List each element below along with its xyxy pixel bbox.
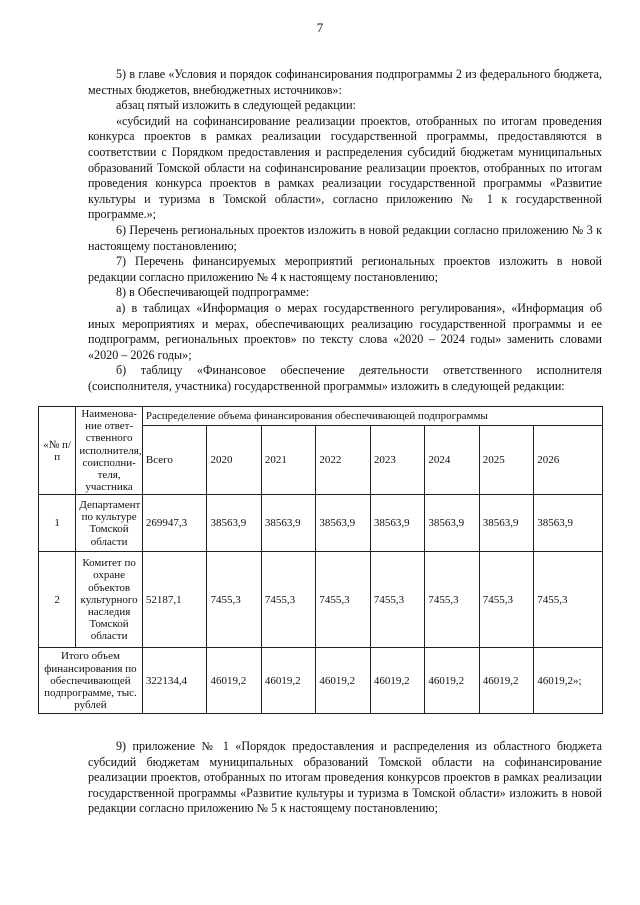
total-value: 46019,2 bbox=[370, 648, 424, 714]
paragraph-8a: а) в таблицах «Информация о мерах государственного регулирования», «Информация об иных мероприятиях и мерах, обеспечивающих реализацию государственной программы и ее подпрограмм, региональных проектов» по тексту слова «2020 – 2024 годы» заменить словами «2020 – 2026 годы»; bbox=[88, 300, 602, 362]
cell-value: 7455,3 bbox=[207, 552, 261, 648]
total-value: 46019,2 bbox=[316, 648, 370, 714]
cell-value: 38563,9 bbox=[370, 495, 424, 552]
cell-value: 7455,3 bbox=[479, 552, 533, 648]
paragraph-5: 5) в главе «Условия и порядок софинансирования подпрограммы 2 из федерального бюджета, местных бюджетов, внебюджетных источников»: bbox=[88, 67, 602, 97]
row-name: Комитет по охране объектов культурного наследия Томской области bbox=[76, 552, 143, 648]
year-header: 2025 bbox=[479, 425, 533, 495]
total-value: 46019,2»; bbox=[534, 648, 603, 714]
total-value: 46019,2 bbox=[479, 648, 533, 714]
cell-value: 52187,1 bbox=[142, 552, 207, 648]
cell-value: 7455,3 bbox=[261, 552, 315, 648]
paragraph-6: 6) Перечень региональных проектов изложить в новой редакции согласно приложению № 3 к настоящему постановлению; bbox=[88, 222, 602, 253]
total-value: 46019,2 bbox=[261, 648, 315, 714]
total-value: 322134,4 bbox=[142, 648, 207, 714]
col-number-header: «№ п/п bbox=[39, 407, 76, 495]
year-header: 2021 bbox=[261, 425, 315, 495]
cell-value: 269947,3 bbox=[142, 495, 207, 552]
col-name-header: Наименова-ние ответ-ственного исполнителя, соисполни-теля, участника bbox=[76, 407, 143, 495]
financing-table bbox=[38, 406, 603, 714]
paragraph-5-note: абзац пятый изложить в следующей редакции: bbox=[116, 98, 356, 113]
table-header-row bbox=[39, 407, 603, 426]
row-number: 1 bbox=[39, 495, 76, 552]
paragraph-8: 8) в Обеспечивающей подпрограмме: bbox=[116, 285, 310, 300]
cell-value: 7455,3 bbox=[316, 552, 370, 648]
row-name: Департамент по культуре Томской области bbox=[76, 495, 143, 552]
cell-value: 38563,9 bbox=[479, 495, 533, 552]
cell-value: 38563,9 bbox=[261, 495, 315, 552]
paragraph-9: 9) приложение № 1 «Порядок предоставления и распределения из областного бюджета субсидий бюджетам муниципальных образований Томской области на софинансирование реализации проектов, отобранных по итогам проведения конкурсов проектов в рамках реализации государственной программы «Развитие культуры и туризма в Томской области» изложить в новой редакции согласно приложению № 5 к настоящему постановлению; bbox=[88, 739, 602, 816]
paragraph-8b: б) таблицу «Финансовое обеспечение деятельности ответственного исполнителя (соисполнителя, участника) государственной программы» изложить в следующей редакции: bbox=[88, 363, 602, 393]
year-header: 2024 bbox=[425, 425, 479, 495]
top-text-block bbox=[88, 67, 602, 394]
paragraph-5-quote: «субсидий на софинансирование реализации проектов, отобранных по итогам проведения конкурса проектов в рамках реализации государственной программы, предоставляются в соответствии с Порядком предоставления и распределения субсидий бюджетам муниципальных образований Томской области на софинансирование реализации проектов, отобранных по итогам проведения конкурса проектов в рамках реализации государственной программы «Развитие культуры и туризма в Томской области», согласно приложению № 1 к государственной программе.»; bbox=[88, 113, 602, 222]
total-value: 46019,2 bbox=[207, 648, 261, 714]
bottom-text-block bbox=[88, 739, 602, 817]
cell-value: 7455,3 bbox=[370, 552, 424, 648]
total-label: Итого объем финансирования по обеспечивающей подпрограмме, тыс. рублей bbox=[39, 648, 143, 714]
cell-value: 38563,9 bbox=[207, 495, 261, 552]
year-header: 2020 bbox=[207, 425, 261, 495]
table-row bbox=[39, 495, 603, 552]
page-number: 7 bbox=[316, 20, 324, 35]
group-header: Распределение объема финансирования обеспечивающей подпрограммы bbox=[142, 407, 602, 426]
total-value: 46019,2 bbox=[425, 648, 479, 714]
year-header: 2022 bbox=[316, 425, 370, 495]
cell-value: 38563,9 bbox=[316, 495, 370, 552]
table-row bbox=[39, 552, 603, 648]
year-header: Всего bbox=[142, 425, 207, 495]
table-total-row bbox=[39, 648, 603, 714]
year-header: 2023 bbox=[370, 425, 424, 495]
cell-value: 38563,9 bbox=[425, 495, 479, 552]
paragraph-7: 7) Перечень финансируемых мероприятий региональных проектов изложить в новой редакции согласно приложению № 4 к настоящему постановлению; bbox=[88, 254, 602, 284]
year-header: 2026 bbox=[534, 425, 603, 495]
row-number: 2 bbox=[39, 552, 76, 648]
cell-value: 38563,9 bbox=[534, 495, 603, 552]
cell-value: 7455,3 bbox=[425, 552, 479, 648]
cell-value: 7455,3 bbox=[534, 552, 603, 648]
